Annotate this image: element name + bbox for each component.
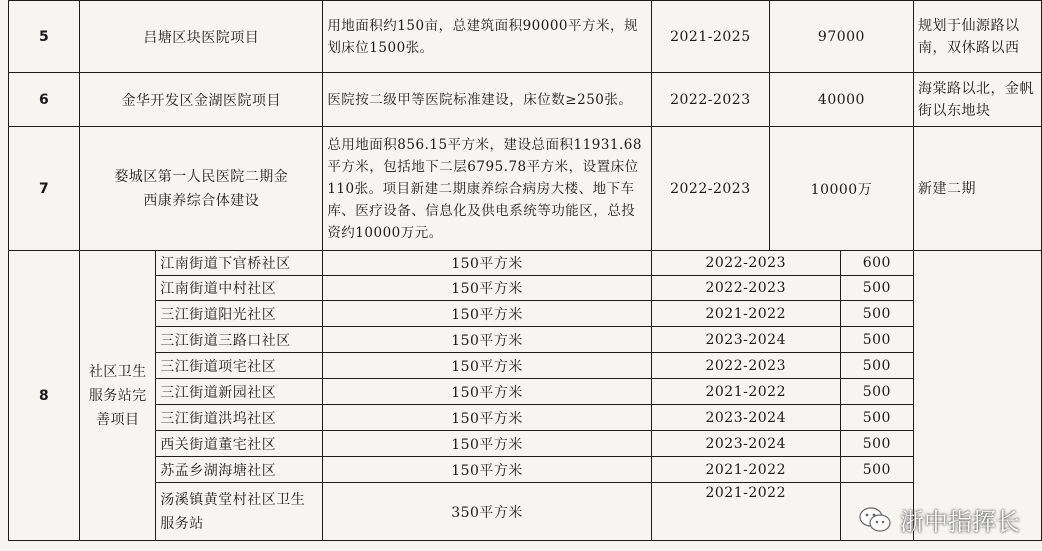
row-number: 8 bbox=[9, 251, 80, 541]
site-period: 2021-2022 bbox=[651, 483, 840, 541]
site-period: 2023-2024 bbox=[651, 405, 840, 431]
table-row bbox=[9, 457, 1042, 483]
site-name: 西关街道董宅社区 bbox=[156, 431, 323, 457]
project-period: 2022-2023 bbox=[651, 73, 769, 127]
site-name: 江南街道下官桥社区 bbox=[156, 251, 323, 276]
table-row bbox=[9, 1, 1042, 73]
project-amount: 10000万 bbox=[769, 127, 913, 251]
site-period: 2022-2023 bbox=[651, 353, 840, 379]
site-amount: 500 bbox=[840, 379, 913, 405]
site-amount: 500 bbox=[840, 353, 913, 379]
site-area: 150平方米 bbox=[323, 457, 652, 483]
row-number: 5 bbox=[9, 1, 80, 73]
site-area: 150平方米 bbox=[323, 276, 652, 301]
wechat-icon bbox=[858, 505, 892, 535]
table-row bbox=[9, 353, 1042, 379]
site-period: 2021-2022 bbox=[651, 457, 840, 483]
project-description: 用地面积约150亩，总建筑面积90000平方米，规划床位1500张。 bbox=[323, 1, 652, 73]
table-row bbox=[9, 73, 1042, 127]
table-row bbox=[9, 327, 1042, 353]
site-area: 150平方米 bbox=[323, 301, 652, 327]
project-note: 海棠路以北，金帆街以东地块 bbox=[913, 73, 1041, 127]
site-amount: 500 bbox=[840, 301, 913, 327]
site-period: 2022-2023 bbox=[651, 276, 840, 301]
site-area: 350平方米 bbox=[323, 483, 652, 541]
site-area: 150平方米 bbox=[323, 431, 652, 457]
site-amount: 500 bbox=[840, 327, 913, 353]
site-amount: 500 bbox=[840, 431, 913, 457]
site-name: 苏孟乡湖海塘社区 bbox=[156, 457, 323, 483]
site-name: 三江街道项宅社区 bbox=[156, 353, 323, 379]
table-row bbox=[9, 379, 1042, 405]
table-row bbox=[9, 405, 1042, 431]
site-period: 2022-2023 bbox=[651, 251, 840, 276]
site-amount: 500 bbox=[840, 457, 913, 483]
project-period: 2022-2023 bbox=[651, 127, 769, 251]
table-row bbox=[9, 276, 1042, 301]
site-period: 2023-2024 bbox=[651, 327, 840, 353]
group-name: 社区卫生服务站完善项目 bbox=[80, 251, 156, 541]
site-amount: 500 bbox=[840, 276, 913, 301]
project-note: 新建二期 bbox=[913, 127, 1041, 251]
site-name: 三江街道洪坞社区 bbox=[156, 405, 323, 431]
project-note: 规划于仙源路以南，双休路以西 bbox=[913, 1, 1041, 73]
project-amount: 97000 bbox=[769, 1, 913, 73]
table-row bbox=[9, 301, 1042, 327]
project-period: 2021-2025 bbox=[651, 1, 769, 73]
site-area: 150平方米 bbox=[323, 353, 652, 379]
site-area: 150平方米 bbox=[323, 327, 652, 353]
site-name: 三江街道三路口社区 bbox=[156, 327, 323, 353]
project-amount: 40000 bbox=[769, 73, 913, 127]
site-area: 150平方米 bbox=[323, 405, 652, 431]
project-description: 总用地面积856.15平方米，建设总面积11931.68平方米，包括地下二层6795.78平方米，设置床位110张。项目新建二期康养综合病房大楼、地下车库、医疗设备、信息化及供电系统等功能区，总投资约10000万元。 bbox=[323, 127, 652, 251]
project-name: 金华开发区金湖医院项目 bbox=[80, 73, 323, 127]
site-area: 150平方米 bbox=[323, 379, 652, 405]
project-table bbox=[8, 0, 1042, 541]
table-row bbox=[9, 251, 1042, 276]
project-name: 婺城区第一人民医院二期金西康养综合体建设 bbox=[80, 127, 323, 251]
site-amount: 600 bbox=[840, 251, 913, 276]
site-period: 2023-2024 bbox=[651, 431, 840, 457]
table-row bbox=[9, 431, 1042, 457]
site-name: 汤溪镇黄堂村社区卫生服务站 bbox=[156, 483, 323, 541]
row-number: 7 bbox=[9, 127, 80, 251]
site-name: 江南街道中村社区 bbox=[156, 276, 323, 301]
project-description: 医院按二级甲等医院标准建设，床位数≥250张。 bbox=[323, 73, 652, 127]
site-period: 2021-2022 bbox=[651, 301, 840, 327]
row-number: 6 bbox=[9, 73, 80, 127]
site-amount: 500 bbox=[840, 405, 913, 431]
site-name: 三江街道新园社区 bbox=[156, 379, 323, 405]
table-row bbox=[9, 127, 1042, 251]
site-name: 三江街道阳光社区 bbox=[156, 301, 323, 327]
site-period: 2021-2022 bbox=[651, 379, 840, 405]
watermark-text: 浙中指挥长 bbox=[900, 508, 1020, 536]
project-name: 吕塘区块医院项目 bbox=[80, 1, 323, 73]
watermark bbox=[858, 502, 1020, 537]
site-area: 150平方米 bbox=[323, 251, 652, 276]
group-note-cell bbox=[913, 251, 1041, 541]
